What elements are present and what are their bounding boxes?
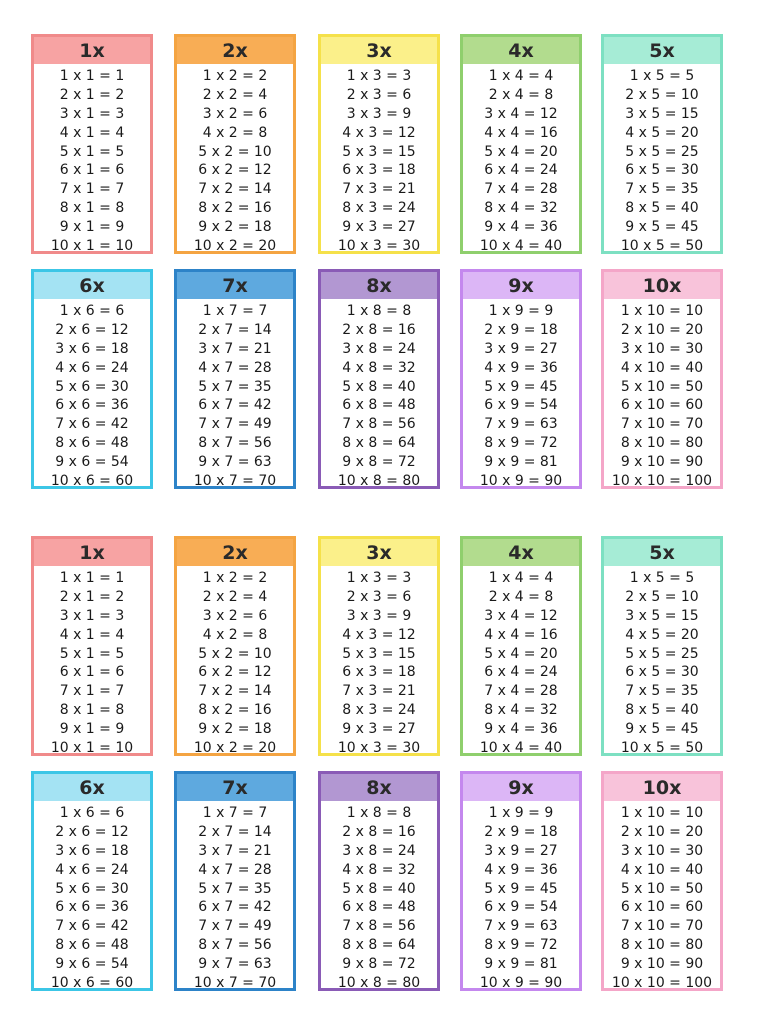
times-table-row: 7 x 3 = 21 — [342, 181, 416, 198]
times-table-row: 10 x 6 = 60 — [50, 473, 134, 490]
times-table-row: 1 x 4 = 4 — [488, 68, 554, 84]
times-table-card — [601, 34, 723, 254]
times-table-row: 5 x 2 = 10 — [198, 645, 272, 662]
times-table-row: 10 x 7 = 70 — [193, 975, 277, 992]
times-table-row: 6 x 7 = 42 — [198, 397, 272, 414]
times-table-card — [318, 34, 440, 254]
times-table-row: 3 x 6 = 18 — [55, 340, 129, 357]
times-table-row: 6 x 3 = 18 — [342, 162, 416, 179]
times-table-row: 4 x 7 = 28 — [198, 359, 272, 376]
times-table-row: 6 x 6 = 36 — [55, 397, 129, 414]
times-table-card — [460, 536, 582, 756]
times-table-row: 9 x 6 = 54 — [55, 956, 129, 973]
times-table-row: 2 x 9 = 18 — [484, 321, 558, 338]
times-table-row: 9 x 9 = 81 — [484, 454, 558, 471]
times-table-row: 8 x 7 = 56 — [198, 435, 272, 452]
times-table-card — [174, 771, 296, 991]
times-table-rows — [321, 566, 437, 758]
times-table-row: 10 x 2 = 20 — [193, 740, 277, 757]
times-table-row: 3 x 9 = 27 — [484, 842, 558, 859]
times-table-row: 8 x 2 = 16 — [198, 702, 272, 719]
times-table-row: 3 x 10 = 30 — [620, 842, 704, 859]
times-table-row: 5 x 3 = 15 — [342, 645, 416, 662]
times-table-row: 5 x 9 = 45 — [484, 880, 558, 897]
times-table-row: 6 x 8 = 48 — [342, 899, 416, 916]
times-table-row: 10 x 5 = 50 — [620, 238, 704, 255]
times-table-row: 3 x 9 = 27 — [484, 340, 558, 357]
times-table-row: 6 x 4 = 24 — [484, 162, 558, 179]
times-table-row: 9 x 1 = 9 — [59, 721, 125, 738]
times-table-row: 1 x 6 = 6 — [59, 805, 125, 821]
times-table-rows — [34, 299, 150, 491]
times-table-row: 7 x 1 = 7 — [59, 683, 125, 700]
times-table-row: 4 x 2 = 8 — [202, 124, 268, 141]
times-table-row: 10 x 9 = 90 — [479, 473, 563, 490]
times-table-row: 5 x 7 = 35 — [198, 378, 272, 395]
times-table-row: 8 x 1 = 8 — [59, 200, 125, 217]
times-table-rows — [34, 64, 150, 256]
times-table-card — [31, 536, 153, 756]
times-table-row: 1 x 7 = 7 — [202, 805, 268, 821]
times-table-row: 1 x 1 = 1 — [59, 570, 125, 586]
times-table-row: 9 x 10 = 90 — [620, 956, 704, 973]
times-table-card — [460, 34, 582, 254]
times-table-row: 3 x 5 = 15 — [625, 105, 699, 122]
times-table-row: 1 x 10 = 10 — [620, 303, 704, 319]
times-table-row: 7 x 6 = 42 — [55, 918, 129, 935]
times-table-card — [601, 771, 723, 991]
times-table-row: 8 x 9 = 72 — [484, 435, 558, 452]
times-table-row: 5 x 10 = 50 — [620, 378, 704, 395]
times-table-title: 7x — [177, 774, 293, 801]
times-table-row: 8 x 5 = 40 — [625, 702, 699, 719]
times-table-row: 5 x 4 = 20 — [484, 645, 558, 662]
times-table-row: 9 x 5 = 45 — [625, 721, 699, 738]
times-table-row: 5 x 1 = 5 — [59, 645, 125, 662]
times-table-row: 7 x 10 = 70 — [620, 918, 704, 935]
times-table-row: 1 x 8 = 8 — [346, 805, 412, 821]
times-table-rows — [177, 566, 293, 758]
times-table-card — [318, 771, 440, 991]
times-table-card — [460, 771, 582, 991]
times-table-row: 4 x 4 = 16 — [484, 626, 558, 643]
times-table-row: 10 x 6 = 60 — [50, 975, 134, 992]
times-table-row: 5 x 6 = 30 — [55, 880, 129, 897]
times-table-row: 10 x 8 = 80 — [337, 975, 421, 992]
times-table-row: 8 x 1 = 8 — [59, 702, 125, 719]
times-table-row: 9 x 8 = 72 — [342, 454, 416, 471]
times-table-row: 6 x 10 = 60 — [620, 397, 704, 414]
times-table-row: 1 x 6 = 6 — [59, 303, 125, 319]
times-table-row: 7 x 10 = 70 — [620, 416, 704, 433]
times-table-row: 4 x 4 = 16 — [484, 124, 558, 141]
times-table-row: 8 x 10 = 80 — [620, 435, 704, 452]
times-table-row: 9 x 2 = 18 — [198, 219, 272, 236]
times-table-rows — [321, 299, 437, 491]
times-table-title: 4x — [463, 37, 579, 64]
times-table-row: 2 x 8 = 16 — [342, 823, 416, 840]
times-table-row: 9 x 1 = 9 — [59, 219, 125, 236]
times-table-card — [318, 536, 440, 756]
times-table-row: 8 x 5 = 40 — [625, 200, 699, 217]
times-table-row: 1 x 9 = 9 — [488, 805, 554, 821]
times-table-row: 9 x 4 = 36 — [484, 219, 558, 236]
times-table-title: 8x — [321, 774, 437, 801]
times-table-rows — [177, 801, 293, 993]
times-table-row: 9 x 7 = 63 — [198, 454, 272, 471]
times-table-row: 3 x 7 = 21 — [198, 340, 272, 357]
times-table-row: 9 x 6 = 54 — [55, 454, 129, 471]
times-table-row: 5 x 7 = 35 — [198, 880, 272, 897]
times-table-row: 7 x 3 = 21 — [342, 683, 416, 700]
times-table-row: 2 x 5 = 10 — [625, 588, 699, 605]
times-table-row: 2 x 2 = 4 — [202, 588, 268, 605]
times-table-row: 6 x 1 = 6 — [59, 664, 125, 681]
times-table-rows — [463, 566, 579, 758]
times-table-rows — [604, 64, 720, 256]
times-table-row: 9 x 7 = 63 — [198, 956, 272, 973]
times-table-row: 6 x 1 = 6 — [59, 162, 125, 179]
times-table-row: 5 x 8 = 40 — [342, 378, 416, 395]
times-table-card — [31, 34, 153, 254]
times-table-row: 4 x 10 = 40 — [620, 861, 704, 878]
times-table-row: 6 x 2 = 12 — [198, 664, 272, 681]
times-table-row: 6 x 10 = 60 — [620, 899, 704, 916]
times-table-row: 2 x 2 = 4 — [202, 86, 268, 103]
times-table-row: 1 x 2 = 2 — [202, 68, 268, 84]
times-table-title: 3x — [321, 539, 437, 566]
times-table-rows — [177, 299, 293, 491]
times-table-row: 10 x 8 = 80 — [337, 473, 421, 490]
times-table-row: 2 x 9 = 18 — [484, 823, 558, 840]
times-table-row: 6 x 7 = 42 — [198, 899, 272, 916]
times-table-row: 1 x 7 = 7 — [202, 303, 268, 319]
times-table-row: 2 x 10 = 20 — [620, 321, 704, 338]
times-table-row: 3 x 4 = 12 — [484, 607, 558, 624]
times-table-title: 9x — [463, 272, 579, 299]
times-table-card — [31, 771, 153, 991]
times-table-rows — [604, 299, 720, 491]
times-table-row: 5 x 5 = 25 — [625, 143, 699, 160]
times-table-row: 8 x 8 = 64 — [342, 435, 416, 452]
times-table-row: 7 x 9 = 63 — [484, 918, 558, 935]
times-table-title: 5x — [604, 37, 720, 64]
times-table-row: 10 x 1 = 10 — [50, 238, 134, 255]
times-table-row: 3 x 3 = 9 — [346, 607, 412, 624]
times-table-row: 5 x 6 = 30 — [55, 378, 129, 395]
times-table-row: 4 x 3 = 12 — [342, 124, 416, 141]
times-table-card — [460, 269, 582, 489]
times-table-row: 2 x 6 = 12 — [55, 823, 129, 840]
times-table-row: 1 x 10 = 10 — [620, 805, 704, 821]
times-table-row: 4 x 6 = 24 — [55, 861, 129, 878]
times-table-row: 4 x 7 = 28 — [198, 861, 272, 878]
times-table-row: 2 x 1 = 2 — [59, 86, 125, 103]
times-table-row: 4 x 9 = 36 — [484, 861, 558, 878]
times-table-row: 3 x 7 = 21 — [198, 842, 272, 859]
times-table-sheet-bottom — [0, 502, 768, 992]
times-table-row: 6 x 8 = 48 — [342, 397, 416, 414]
times-table-row: 9 x 4 = 36 — [484, 721, 558, 738]
times-table-row: 5 x 9 = 45 — [484, 378, 558, 395]
times-table-row: 9 x 9 = 81 — [484, 956, 558, 973]
times-table-row: 7 x 7 = 49 — [198, 416, 272, 433]
times-table-title: 10x — [604, 272, 720, 299]
times-table-row: 7 x 2 = 14 — [198, 683, 272, 700]
times-table-row: 3 x 5 = 15 — [625, 607, 699, 624]
times-table-row: 4 x 9 = 36 — [484, 359, 558, 376]
times-table-row: 2 x 3 = 6 — [346, 588, 412, 605]
times-table-title: 7x — [177, 272, 293, 299]
times-table-row: 5 x 4 = 20 — [484, 143, 558, 160]
times-table-row: 4 x 8 = 32 — [342, 359, 416, 376]
times-table-row: 2 x 1 = 2 — [59, 588, 125, 605]
times-table-card — [318, 269, 440, 489]
times-table-rows — [321, 801, 437, 993]
times-table-title: 1x — [34, 37, 150, 64]
times-table-title: 1x — [34, 539, 150, 566]
times-table-rows — [604, 801, 720, 993]
times-table-row: 9 x 3 = 27 — [342, 721, 416, 738]
times-table-row: 5 x 10 = 50 — [620, 880, 704, 897]
times-table-row: 9 x 10 = 90 — [620, 454, 704, 471]
times-table-row: 9 x 2 = 18 — [198, 721, 272, 738]
times-table-rows — [463, 801, 579, 993]
times-table-row: 10 x 9 = 90 — [479, 975, 563, 992]
times-table-row: 7 x 2 = 14 — [198, 181, 272, 198]
times-table-row: 1 x 1 = 1 — [59, 68, 125, 84]
times-table-row: 1 x 3 = 3 — [346, 570, 412, 586]
times-table-row: 1 x 3 = 3 — [346, 68, 412, 84]
times-table-row: 2 x 3 = 6 — [346, 86, 412, 103]
times-table-row: 10 x 7 = 70 — [193, 473, 277, 490]
times-table-row: 3 x 2 = 6 — [202, 105, 268, 122]
times-table-row: 4 x 2 = 8 — [202, 626, 268, 643]
times-table-row: 2 x 6 = 12 — [55, 321, 129, 338]
times-table-title: 9x — [463, 774, 579, 801]
times-table-row: 5 x 3 = 15 — [342, 143, 416, 160]
times-table-row: 4 x 6 = 24 — [55, 359, 129, 376]
times-table-row: 7 x 1 = 7 — [59, 181, 125, 198]
times-table-row: 2 x 10 = 20 — [620, 823, 704, 840]
times-table-row: 6 x 5 = 30 — [625, 162, 699, 179]
times-table-rows — [604, 566, 720, 758]
times-table-row: 6 x 3 = 18 — [342, 664, 416, 681]
times-table-sheet-top — [0, 0, 768, 490]
times-table-row: 6 x 6 = 36 — [55, 899, 129, 916]
times-table-row: 6 x 9 = 54 — [484, 397, 558, 414]
times-table-row: 8 x 8 = 64 — [342, 937, 416, 954]
times-table-title: 4x — [463, 539, 579, 566]
times-table-row: 9 x 3 = 27 — [342, 219, 416, 236]
times-table-title: 5x — [604, 539, 720, 566]
times-table-row: 2 x 4 = 8 — [488, 86, 554, 103]
times-table-row: 4 x 5 = 20 — [625, 124, 699, 141]
times-table-title: 3x — [321, 37, 437, 64]
times-table-row: 5 x 2 = 10 — [198, 143, 272, 160]
times-table-row: 8 x 3 = 24 — [342, 200, 416, 217]
times-table-rows — [34, 566, 150, 758]
times-table-row: 8 x 4 = 32 — [484, 702, 558, 719]
times-table-row: 4 x 5 = 20 — [625, 626, 699, 643]
times-table-row: 10 x 3 = 30 — [337, 238, 421, 255]
times-table-card — [31, 269, 153, 489]
times-table-row: 8 x 4 = 32 — [484, 200, 558, 217]
times-table-row: 7 x 7 = 49 — [198, 918, 272, 935]
times-table-row: 4 x 10 = 40 — [620, 359, 704, 376]
times-table-row: 10 x 4 = 40 — [479, 238, 563, 255]
times-table-row: 10 x 10 = 100 — [611, 975, 713, 992]
times-table-row: 10 x 10 = 100 — [611, 473, 713, 490]
times-table-row: 1 x 9 = 9 — [488, 303, 554, 319]
times-table-row: 2 x 7 = 14 — [198, 823, 272, 840]
times-table-row: 6 x 5 = 30 — [625, 664, 699, 681]
times-table-title: 6x — [34, 272, 150, 299]
times-table-row: 4 x 1 = 4 — [59, 124, 125, 141]
times-table-title: 2x — [177, 539, 293, 566]
times-table-row: 10 x 2 = 20 — [193, 238, 277, 255]
times-table-row: 8 x 3 = 24 — [342, 702, 416, 719]
times-table-row: 7 x 6 = 42 — [55, 416, 129, 433]
times-table-row: 8 x 6 = 48 — [55, 937, 129, 954]
times-table-row: 5 x 5 = 25 — [625, 645, 699, 662]
times-table-row: 8 x 2 = 16 — [198, 200, 272, 217]
times-table-row: 1 x 8 = 8 — [346, 303, 412, 319]
times-table-row: 3 x 1 = 3 — [59, 105, 125, 122]
times-table-row: 10 x 1 = 10 — [50, 740, 134, 757]
times-table-row: 7 x 4 = 28 — [484, 683, 558, 700]
times-table-row: 8 x 6 = 48 — [55, 435, 129, 452]
times-table-card — [174, 536, 296, 756]
times-table-row: 5 x 1 = 5 — [59, 143, 125, 160]
times-table-row: 7 x 5 = 35 — [625, 683, 699, 700]
times-table-card — [174, 269, 296, 489]
times-table-row: 3 x 4 = 12 — [484, 105, 558, 122]
times-table-row: 7 x 9 = 63 — [484, 416, 558, 433]
times-table-title: 8x — [321, 272, 437, 299]
times-table-row: 7 x 8 = 56 — [342, 918, 416, 935]
times-table-card — [174, 34, 296, 254]
times-table-rows — [177, 64, 293, 256]
times-table-row: 6 x 2 = 12 — [198, 162, 272, 179]
times-table-row: 10 x 3 = 30 — [337, 740, 421, 757]
times-table-card — [601, 269, 723, 489]
times-table-row: 6 x 4 = 24 — [484, 664, 558, 681]
times-table-row: 2 x 4 = 8 — [488, 588, 554, 605]
times-table-row: 8 x 9 = 72 — [484, 937, 558, 954]
times-table-row: 8 x 10 = 80 — [620, 937, 704, 954]
times-table-row: 10 x 4 = 40 — [479, 740, 563, 757]
times-table-row: 1 x 5 = 5 — [629, 68, 695, 84]
times-table-rows — [34, 801, 150, 993]
times-table-row: 1 x 5 = 5 — [629, 570, 695, 586]
times-table-rows — [321, 64, 437, 256]
times-table-title: 6x — [34, 774, 150, 801]
times-table-row: 3 x 10 = 30 — [620, 340, 704, 357]
times-table-row: 4 x 8 = 32 — [342, 861, 416, 878]
times-table-row: 2 x 8 = 16 — [342, 321, 416, 338]
times-table-row: 7 x 5 = 35 — [625, 181, 699, 198]
times-table-row: 2 x 5 = 10 — [625, 86, 699, 103]
times-table-row: 5 x 8 = 40 — [342, 880, 416, 897]
times-table-row: 8 x 7 = 56 — [198, 937, 272, 954]
times-table-rows — [463, 64, 579, 256]
times-table-rows — [463, 299, 579, 491]
times-table-row: 9 x 5 = 45 — [625, 219, 699, 236]
times-table-row: 9 x 8 = 72 — [342, 956, 416, 973]
times-table-row: 3 x 1 = 3 — [59, 607, 125, 624]
times-table-row: 1 x 4 = 4 — [488, 570, 554, 586]
times-table-row: 10 x 5 = 50 — [620, 740, 704, 757]
times-table-row: 4 x 1 = 4 — [59, 626, 125, 643]
times-table-title: 10x — [604, 774, 720, 801]
times-table-card — [601, 536, 723, 756]
times-table-row: 3 x 8 = 24 — [342, 340, 416, 357]
times-table-row: 3 x 6 = 18 — [55, 842, 129, 859]
times-table-row: 4 x 3 = 12 — [342, 626, 416, 643]
times-table-row: 3 x 2 = 6 — [202, 607, 268, 624]
times-table-title: 2x — [177, 37, 293, 64]
times-table-row: 7 x 4 = 28 — [484, 181, 558, 198]
times-table-row: 2 x 7 = 14 — [198, 321, 272, 338]
times-table-row: 6 x 9 = 54 — [484, 899, 558, 916]
times-table-row: 3 x 3 = 9 — [346, 105, 412, 122]
times-table-row: 1 x 2 = 2 — [202, 570, 268, 586]
times-table-row: 3 x 8 = 24 — [342, 842, 416, 859]
times-table-row: 7 x 8 = 56 — [342, 416, 416, 433]
